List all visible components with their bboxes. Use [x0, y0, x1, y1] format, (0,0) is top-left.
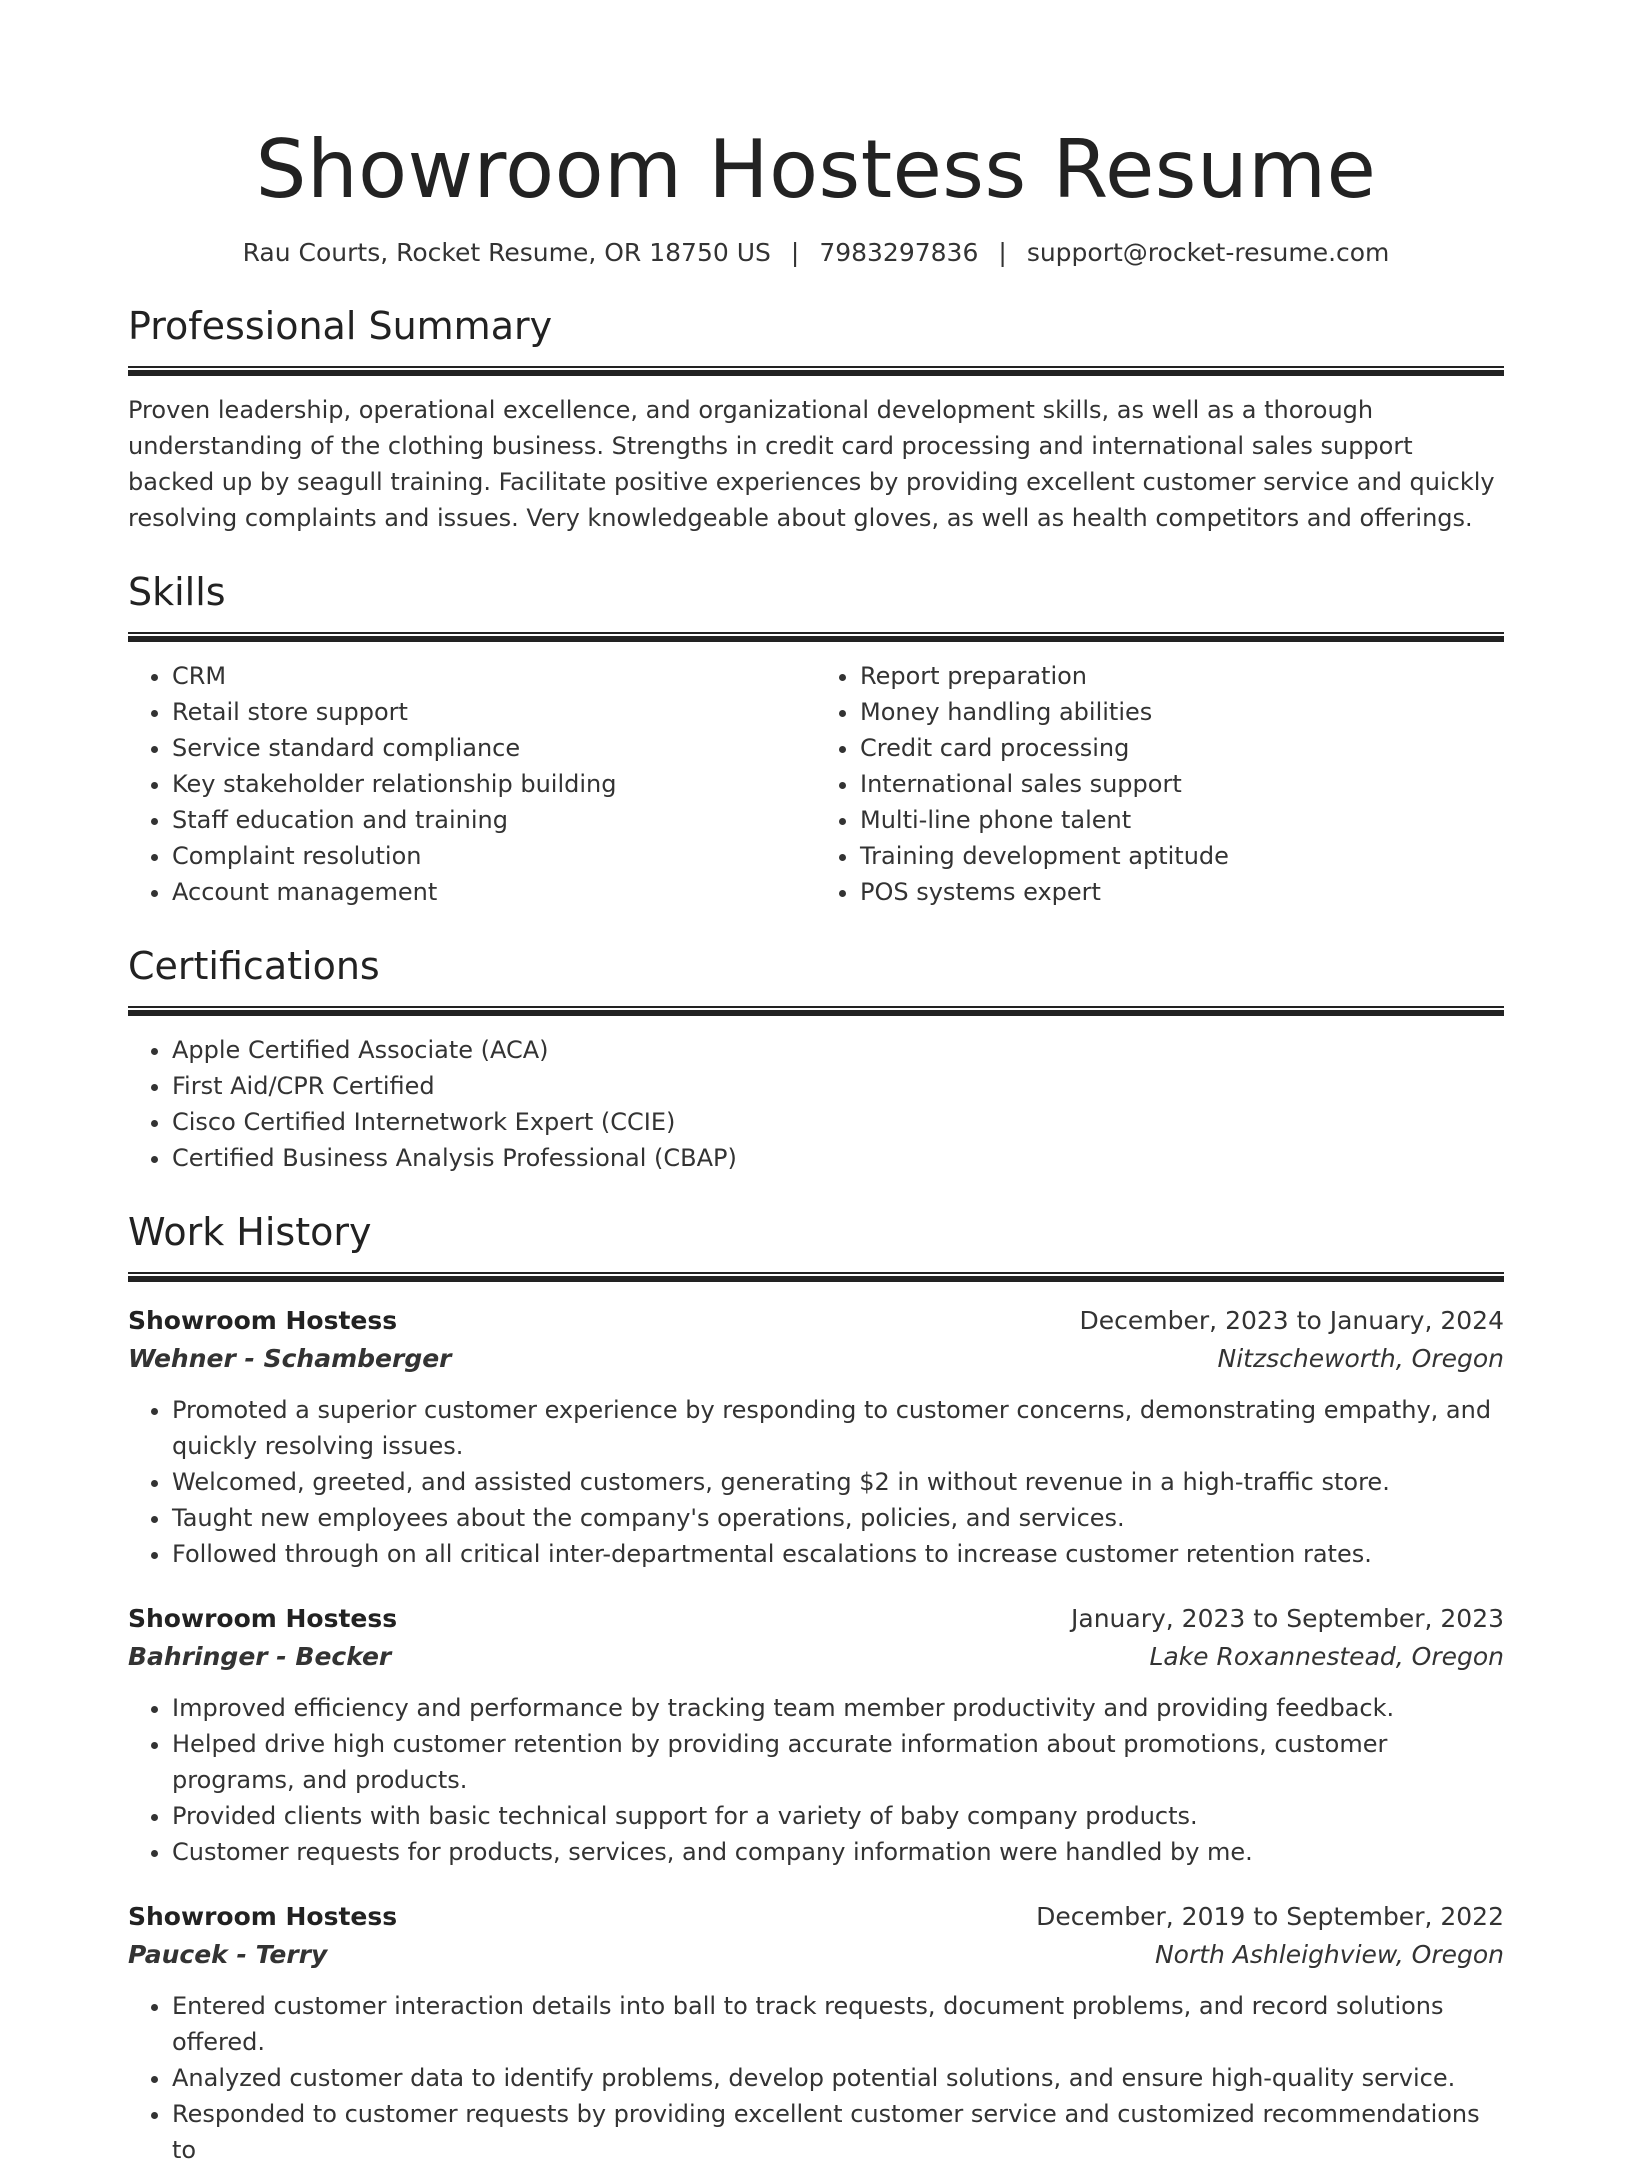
job-entry — [128, 1600, 1504, 1870]
job-bullet: • Responded to customer requests by providing excellent customer service and customized recommendations to — [172, 2096, 1504, 2168]
job-title: Showroom Hostess — [128, 1306, 398, 1335]
skills-columns — [128, 658, 1504, 910]
section-divider — [128, 632, 1504, 642]
skill-item: • Complaint resolution — [172, 838, 816, 874]
work-history-section — [128, 1206, 1504, 2168]
skills-section — [128, 566, 1504, 910]
contact-separator: | — [998, 238, 1007, 267]
section-heading: Skills — [128, 570, 226, 614]
job-dates: January, 2023 to September, 2023 — [1071, 1604, 1504, 1633]
contact-line — [128, 236, 1504, 270]
job-bullet: • Promoted a superior customer experience by responding to customer concerns, demonstrating empathy, and quickly resolving issues. — [172, 1392, 1504, 1464]
skill-item: • POS systems expert — [860, 874, 1504, 910]
skill-item: • Multi-line phone talent — [860, 802, 1504, 838]
skill-item: • International sales support — [860, 766, 1504, 802]
job-bullet: • Followed through on all critical inter-departmental escalations to increase customer retention rates. — [172, 1536, 1504, 1572]
job-title: Showroom Hostess — [128, 1902, 398, 1931]
job-header — [128, 1898, 1504, 1936]
job-location: Nitzscheworth, Oregon — [1217, 1344, 1504, 1373]
contact-separator: | — [790, 238, 800, 267]
job-dates: December, 2023 to January, 2024 — [1079, 1306, 1504, 1335]
certification-item: • Apple Certified Associate (ACA) — [172, 1032, 1504, 1068]
resume-title: Showroom Hostess Resume — [255, 123, 1377, 216]
job-bullets — [128, 1690, 1504, 1870]
certifications-section — [128, 940, 1504, 1176]
section-heading: Work History — [128, 1210, 372, 1254]
job-company: Wehner - Schamberger — [128, 1344, 452, 1373]
job-bullet: • Provided clients with basic technical support for a variety of baby company products. — [172, 1798, 1504, 1834]
job-dates: December, 2019 to September, 2022 — [1036, 1902, 1504, 1931]
job-bullet: • Welcomed, greeted, and assisted customers, generating $2 in without revenue in a high-traffic store. — [172, 1464, 1504, 1500]
job-bullet: • Analyzed customer data to identify problems, develop potential solutions, and ensure high-quality service. — [172, 2060, 1504, 2096]
certifications-list — [128, 1032, 1504, 1176]
skill-item: • Service standard compliance — [172, 730, 816, 766]
skill-item: • Report preparation — [860, 658, 1504, 694]
section-heading: Professional Summary — [128, 304, 553, 348]
skill-item: • Staff education and training — [172, 802, 816, 838]
contact-email: support@rocket-resume.com — [1026, 238, 1390, 267]
job-bullet: • Helped drive high customer retention by providing accurate information about promotions, customer programs, and products. — [172, 1726, 1504, 1798]
job-bullets — [128, 1988, 1504, 2168]
certification-item: • Certified Business Analysis Professional (CBAP) — [172, 1140, 1504, 1176]
section-divider — [128, 1006, 1504, 1016]
skill-item: • Account management — [172, 874, 816, 910]
skill-item: • Training development aptitude — [860, 838, 1504, 874]
job-subheader — [128, 1638, 1504, 1676]
skill-item: • Money handling abilities — [860, 694, 1504, 730]
contact-address: Rau Courts, Rocket Resume, OR 18750 US — [242, 238, 771, 267]
job-bullet: • Customer requests for products, services, and company information were handled by me. — [172, 1834, 1504, 1870]
summary-text: Proven leadership, operational excellence, and organizational development skills, as well as a thorough understanding of the clothing business. Strengths in credit card processing and international sales support backed up by seagull training. Facilitate positive experiences by providing excellent customer service and quickly resolving complaints and issues. Very knowledgeable about gloves, as well as health competitors and offerings. — [128, 396, 1495, 532]
job-entry — [128, 1302, 1504, 1572]
job-location: Lake Roxannestead, Oregon — [1149, 1642, 1504, 1671]
job-subheader — [128, 1936, 1504, 1974]
section-divider — [128, 366, 1504, 376]
certification-item: • First Aid/CPR Certified — [172, 1068, 1504, 1104]
skills-list-left — [128, 658, 816, 910]
skill-item: • CRM — [172, 658, 816, 694]
job-bullet: • Taught new employees about the company's operations, policies, and services. — [172, 1500, 1504, 1536]
job-company: Bahringer - Becker — [128, 1642, 392, 1671]
job-bullets — [128, 1392, 1504, 1572]
contact-phone: 7983297836 — [819, 238, 979, 267]
skill-item: • Retail store support — [172, 694, 816, 730]
summary-section — [128, 300, 1504, 536]
job-entry — [128, 1898, 1504, 2168]
section-heading: Certifications — [128, 944, 380, 988]
job-bullet: • Entered customer interaction details into ball to track requests, document problems, and record solutions offered. — [172, 1988, 1504, 2060]
job-header — [128, 1600, 1504, 1638]
skills-list-right — [816, 658, 1504, 910]
job-bullet: • Improved efficiency and performance by tracking team member productivity and providing feedback. — [172, 1690, 1504, 1726]
job-header — [128, 1302, 1504, 1340]
section-divider — [128, 1272, 1504, 1282]
job-title: Showroom Hostess — [128, 1604, 398, 1633]
job-location: North Ashleighview, Oregon — [1154, 1940, 1504, 1969]
job-company: Paucek - Terry — [128, 1940, 328, 1969]
certification-item: • Cisco Certified Internetwork Expert (CCIE) — [172, 1104, 1504, 1140]
skill-item: • Key stakeholder relationship building — [172, 766, 816, 802]
skill-item: • Credit card processing — [860, 730, 1504, 766]
job-subheader — [128, 1340, 1504, 1378]
